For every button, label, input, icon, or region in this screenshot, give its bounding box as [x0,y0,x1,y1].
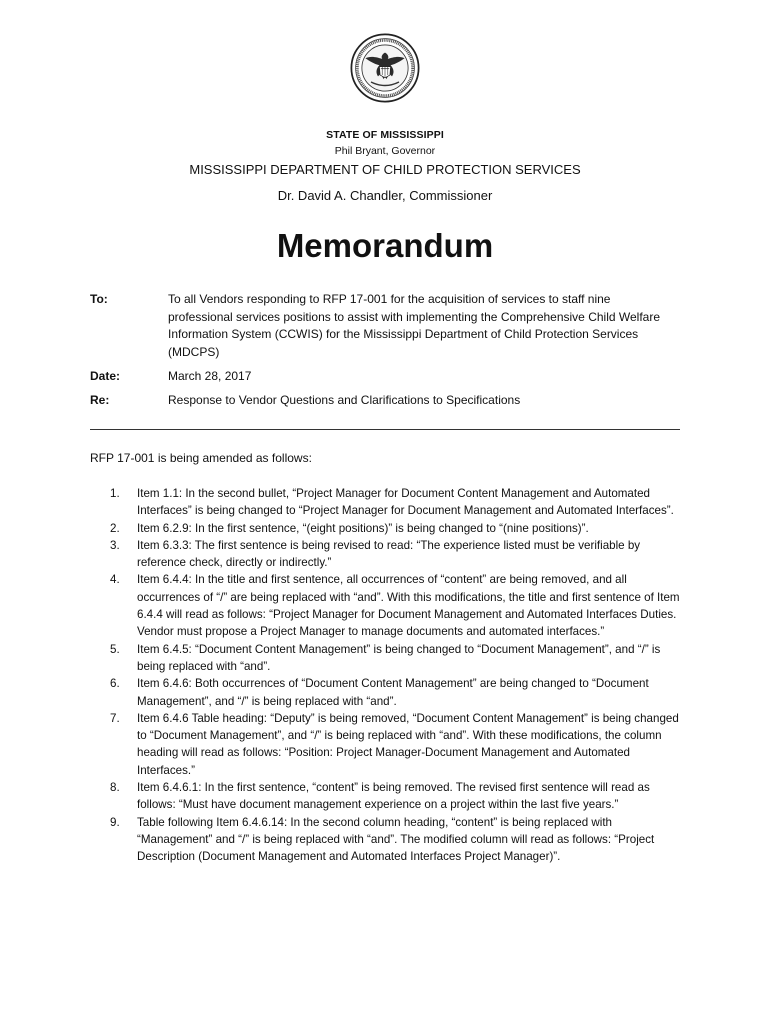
state-name: STATE OF MISSISSIPPI [326,129,444,141]
item-text: Item 6.4.5: “Document Content Management” is being changed to “Document Management”, and “/” is being replaced with “and”. [137,642,661,673]
memo-title: Memorandum [276,227,494,264]
divider [90,429,680,430]
date-value: March 28, 2017 [168,369,252,383]
date-label: Date: [90,369,121,383]
amendment-list [90,485,680,866]
letterhead [0,128,770,205]
list-item [90,710,680,779]
list-item [90,675,680,710]
item-number: 3. [110,538,120,552]
re-label: Re: [90,393,110,407]
to-value: To all Vendors responding to RFP 17-001 for the acquisition of services to staff nine professional services positions to assist with implementing the Comprehensive Child Welfare Information System (CCWIS) for the Mississippi Department of Child Protection Services (MDCPS) [168,292,660,359]
item-number: 7. [110,711,120,725]
item-number: 8. [110,781,120,795]
list-item [90,814,680,866]
re-value: Response to Vendor Questions and Clarifications to Specifications [168,393,521,407]
list-item [90,485,680,520]
item-text: Item 6.4.6 Table heading: “Deputy” is being removed, “Document Content Management” is being changed to “Document Management”, and “/” is being replaced with “and”. With these modifications, the column heading will read as follows: “Position: Project Manager-Document Management and Automated Interfaces.” [137,711,679,777]
item-text: Item 6.4.6: Both occurrences of “Document Content Management” are being changed to “Document Management”, and “/” is being replaced with “and”. [137,677,649,708]
item-number: 6. [110,677,120,691]
item-text: Item 6.4.4: In the title and first sentence, all occurrences of “content” are being removed, and all occurrences of “/” are being replaced with “and”. With this modifications, the title and first sentence of Item 6.4.4 will read as follows: “Project Manager for Document Management and Automated Interfaces Duties. Vendor must propose a Project Manager to manage documents and automated interfaces.” [137,573,680,639]
re-field [90,392,680,412]
to-label: To: [90,292,108,306]
list-item [90,571,680,640]
item-text: Item 1.1: In the second bullet, “Project Manager for Document Content Management and Automated Interfaces” is being changed to “Project Manager for Document Management and Automated Interfaces”. [137,487,674,518]
item-number: 9. [110,815,120,829]
governor-name: Phil Bryant, Governor [334,145,436,157]
intro-text: RFP 17-001 is being amended as follows: [90,451,312,465]
item-number: 4. [110,573,120,587]
list-item [90,537,680,572]
department-name: MISSISSIPPI DEPARTMENT OF CHILD PROTECTION SERVICES [189,162,581,177]
item-text: Item 6.4.6.1: In the first sentence, “content” is being removed. The revised first sentence will read as follows: “Must have document management experience on a project within the last five years.” [137,781,650,812]
to-field [90,291,680,363]
item-number: 2. [110,521,120,535]
list-item [90,779,680,814]
item-text: Item 6.2.9: In the first sentence, “(eight positions)” is being changed to “(nine positions)”. [137,521,589,535]
item-text: Table following Item 6.4.6.14: In the second column heading, “content” is being replaced with “Management” and “/” is being replaced with “and”. The modified column will read as follows: “Project Description (Document Management and Automated Interfaces Project Manager)”. [137,815,655,864]
list-item [90,641,680,676]
item-number: 5. [110,642,120,656]
state-seal-icon [350,33,420,103]
date-field [90,368,680,388]
item-text: Item 6.3.3: The first sentence is being revised to read: “The experience listed must be verifiable by reference check, directly or indirectly.” [137,538,641,570]
commissioner-name: Dr. David A. Chandler, Commissioner [277,188,493,203]
list-item [90,520,680,537]
item-number: 1. [110,487,120,500]
